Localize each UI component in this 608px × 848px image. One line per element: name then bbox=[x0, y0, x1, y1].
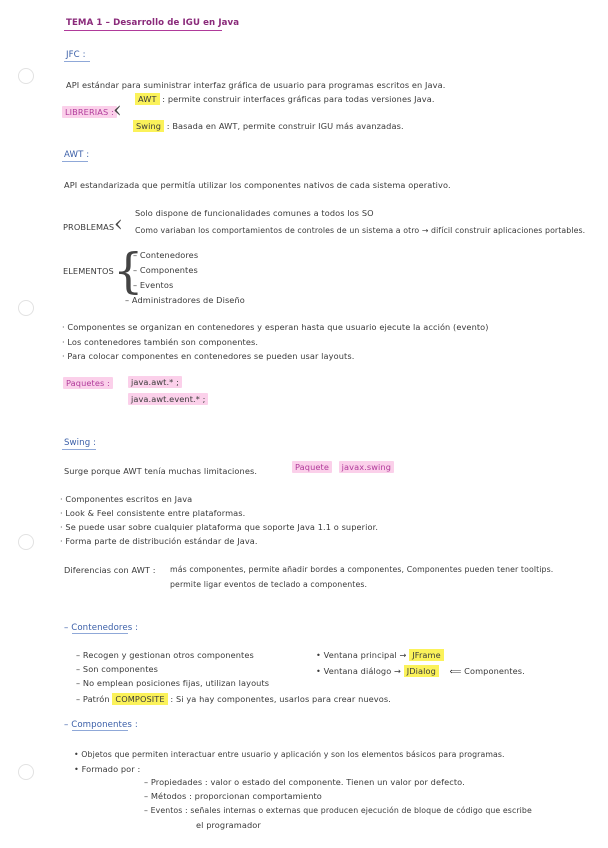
title-underline bbox=[64, 30, 222, 31]
jfc-intro: API estándar para suministrar interfaz gráfica de usuario para programas escritos en Java. bbox=[66, 80, 446, 90]
problema-item: Como variaban los comportamientos de controles de un sistema a otro → difícil construir aplicaciones portables. bbox=[135, 226, 586, 235]
ventana-dialogo-label: • Ventana diálogo → bbox=[316, 666, 402, 676]
paquete-item: java.awt.event.* ; bbox=[128, 393, 208, 405]
swing-label: Swing bbox=[133, 120, 164, 132]
paquetes-label: Paquetes : bbox=[63, 377, 113, 389]
paquete-item: java.awt.* ; bbox=[128, 376, 182, 388]
jfc-underline bbox=[64, 61, 90, 62]
punch-hole bbox=[18, 764, 34, 780]
jframe-label: JFrame bbox=[409, 649, 444, 661]
contenedor-item: – Recogen y gestionan otros componentes bbox=[76, 650, 254, 660]
swing-intro: Surge porque AWT tenía muchas limitaciones. bbox=[64, 466, 258, 476]
awt-label: AWT bbox=[135, 93, 160, 105]
composite-label: COMPOSITE bbox=[112, 693, 167, 705]
punch-hole bbox=[18, 534, 34, 550]
swing-desc: : Basada en AWT, permite construir IGU más avanzadas. bbox=[166, 121, 404, 131]
elemento-item: – Contenedores bbox=[133, 250, 199, 260]
ventana-principal-label: • Ventana principal → bbox=[316, 650, 407, 660]
componentes-sub-cont: el programador bbox=[196, 820, 261, 830]
componentes-sub: – Eventos : señales internas o externas que producen ejecución de bloque de código que escribe bbox=[144, 806, 532, 815]
brace: ‹ bbox=[113, 98, 122, 123]
awt-underline bbox=[62, 161, 88, 162]
diferencias-line: más componentes, permite añadir bordes a componentes, Componentes pueden tener tooltips. bbox=[170, 565, 554, 574]
diferencias-line: permite ligar eventos de teclado a componentes. bbox=[170, 580, 368, 589]
awt-bullet: · Los contenedores también son componentes. bbox=[62, 337, 259, 347]
awt-bullet: · Para colocar componentes en contenedores se pueden usar layouts. bbox=[62, 351, 355, 361]
awt-heading: AWT : bbox=[64, 150, 90, 160]
patron-desc: : Si ya hay componentes, usarlos para crear nuevos. bbox=[170, 694, 391, 704]
componentes-arrow-note: ⟸ Componentes. bbox=[449, 666, 525, 676]
componentes-bullet: • Formado por : bbox=[74, 764, 141, 774]
problemas-label: PROBLEMAS bbox=[63, 222, 115, 232]
librerias-label: LIBRERIAS : bbox=[62, 106, 117, 118]
swing-bullet: · Forma parte de distribución estándar de Java. bbox=[60, 536, 258, 546]
componentes-sub: – Propiedades : valor o estado del componente. Tienen un valor por defecto. bbox=[144, 777, 465, 787]
swing-underline bbox=[62, 449, 96, 450]
ventana-dialogo-line bbox=[316, 666, 525, 676]
swing-bullet: · Se puede usar sobre cualquier plataforma que soporte Java 1.1 o superior. bbox=[60, 522, 379, 532]
patron-line bbox=[76, 694, 391, 704]
swing-paquete-label: Paquete bbox=[292, 461, 332, 473]
elemento-item: – Componentes bbox=[133, 265, 198, 275]
punch-hole bbox=[18, 68, 34, 84]
patron-label: – Patrón bbox=[76, 694, 110, 704]
swing-line bbox=[133, 121, 404, 131]
brace: { bbox=[113, 243, 144, 299]
diferencias-label: Diferencias con AWT : bbox=[64, 565, 156, 575]
swing-bullet: · Componentes escritos en Java bbox=[60, 494, 193, 504]
page-title: TEMA 1 – Desarrollo de IGU en Java bbox=[66, 18, 240, 28]
jdialog-label: JDialog bbox=[404, 665, 439, 677]
jfc-heading: JFC : bbox=[66, 50, 86, 60]
componentes-underline bbox=[72, 730, 128, 731]
swing-paquete-value: javax.swing bbox=[339, 461, 394, 473]
componentes-bullet: • Objetos que permiten interactuar entre usuario y aplicación y son los elementos básicos para programas. bbox=[74, 750, 505, 759]
awt-desc: : permite construir interfaces gráficas para todas versiones Java. bbox=[162, 94, 435, 104]
swing-heading: Swing : bbox=[64, 438, 97, 448]
contenedor-item: – No emplean posiciones fijas, utilizan layouts bbox=[76, 678, 270, 688]
brace: ‹ bbox=[114, 212, 123, 237]
contenedores-underline bbox=[72, 633, 128, 634]
awt-line bbox=[135, 94, 435, 104]
componentes-sub: – Métodos : proporcionan comportamiento bbox=[144, 791, 322, 801]
ventana-principal-line bbox=[316, 650, 444, 660]
elemento-item: – Eventos bbox=[133, 280, 174, 290]
componentes-heading: – Componentes : bbox=[64, 720, 138, 730]
awt-intro: API estandarizada que permitía utilizar los componentes nativos de cada sistema operativo. bbox=[64, 180, 451, 190]
swing-bullet: · Look & Feel consistente entre plataformas. bbox=[60, 508, 246, 518]
punch-hole bbox=[18, 300, 34, 316]
problema-item: Solo dispone de funcionalidades comunes a todos los SO bbox=[135, 208, 374, 218]
elemento-item: – Administradores de Diseño bbox=[125, 295, 245, 305]
awt-bullet: · Componentes se organizan en contenedores y esperan hasta que usuario ejecute la acción (evento) bbox=[62, 322, 489, 332]
elementos-label: ELEMENTOS bbox=[63, 266, 114, 276]
contenedores-heading: – Contenedores : bbox=[64, 623, 139, 633]
contenedor-item: – Son componentes bbox=[76, 664, 159, 674]
